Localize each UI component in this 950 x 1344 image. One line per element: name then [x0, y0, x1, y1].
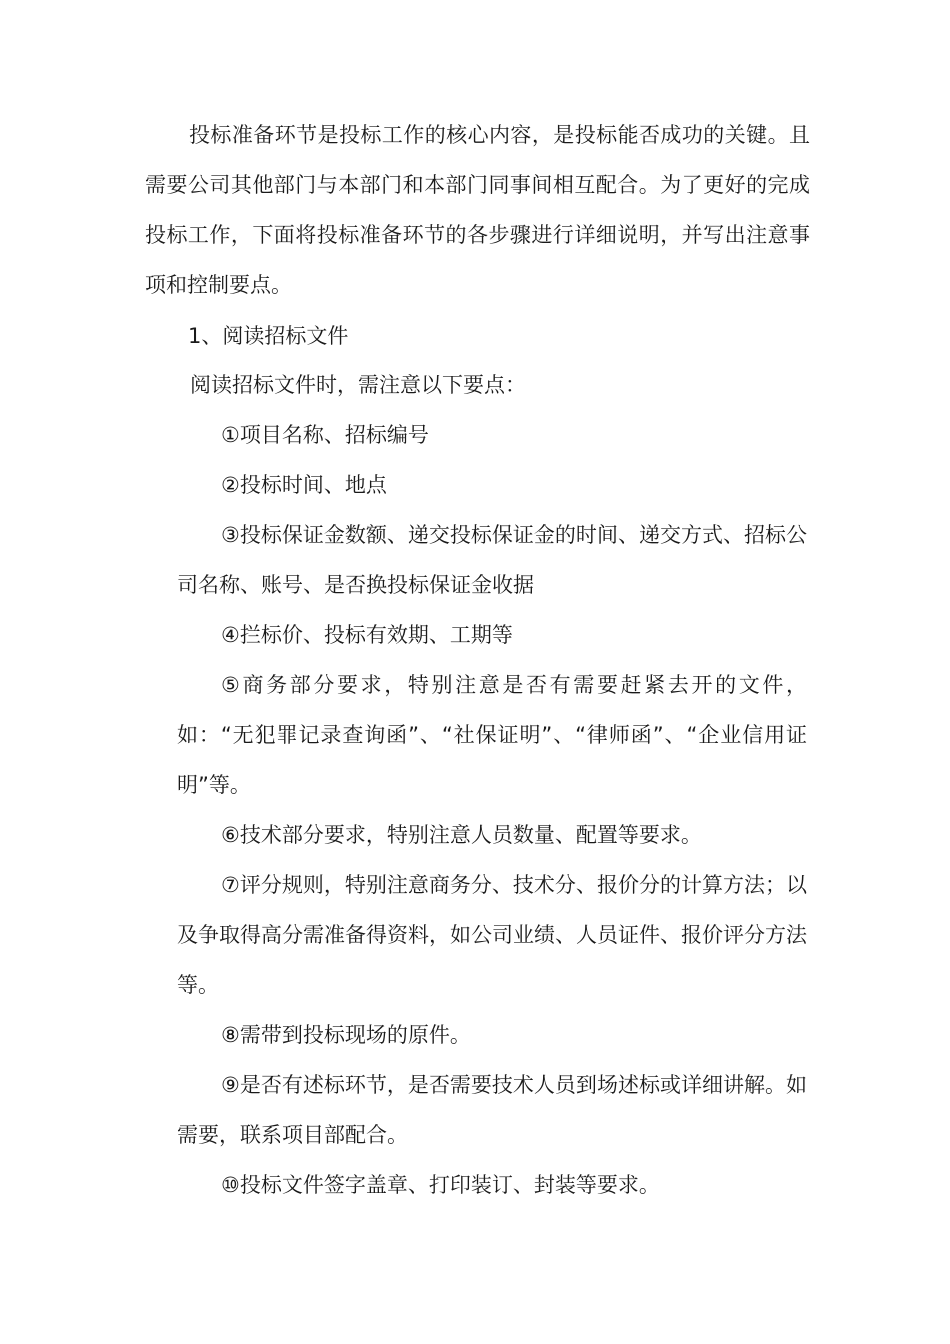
list-item: ⑨是否有述标环节，是否需要技术人员到场述标或详细讲解。如需要，联系项目部配合。 [177, 1073, 807, 1147]
list-item: ④拦标价、投标有效期、工期等 [221, 623, 513, 647]
intro-block [145, 110, 810, 310]
intro-paragraph: 投标准备环节是投标工作的核心内容，是投标能否成功的关键。且需要公司其他部门与本部门和本部门同事间相互配合。为了更好的完成投标工作，下面将投标准备环节的各步骤进行详细说明，并写出注意事项和控制要点。 [145, 123, 810, 297]
list-item: ⑦评分规则，特别注意商务分、技术分、报价分的计算方法；以及争取得高分需准备得资料，如公司业绩、人员证件、报价评分方法等。 [177, 873, 807, 997]
section-lead: 阅读招标文件时，需注意以下要点： [190, 373, 526, 397]
list-item: ⑩投标文件签字盖章、打印装订、封装等要求。 [221, 1173, 660, 1197]
section-heading: 1、阅读招标文件 [188, 324, 349, 348]
list-item: ⑤商务部分要求，特别注意是否有需要赶紧去开的文件，如：“无犯罪记录查询函”、“社保证明”、“律师函”、“企业信用证明”等。 [177, 673, 807, 797]
list-item: ①项目名称、招标编号 [221, 423, 429, 447]
requirement-list [177, 410, 807, 1210]
list-item: ③投标保证金数额、递交投标保证金的时间、递交方式、招标公司名称、账号、是否换投标保证金收据 [177, 523, 807, 597]
list-item: ⑧需带到投标现场的原件。 [221, 1023, 471, 1047]
list-item: ⑥技术部分要求，特别注意人员数量、配置等要求。 [221, 823, 702, 847]
list-item: ②投标时间、地点 [221, 473, 387, 497]
